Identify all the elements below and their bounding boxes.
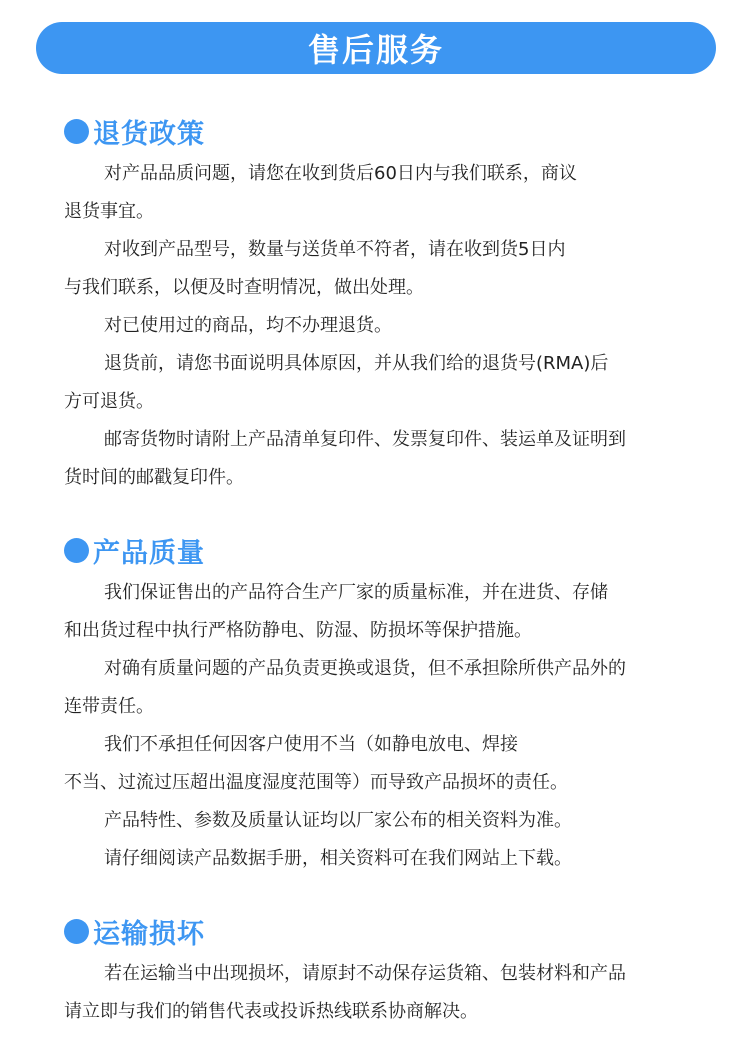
bullet-dot-icon [64,538,89,563]
bullet-dot-icon [64,919,89,944]
body-line: 不当、过流过压超出温度湿度范围等）而导致产品损坏的责任。 [64,772,568,793]
body-line: 请仔细阅读产品数据手册，相关资料可在我们网站上下载。 [104,848,572,869]
bullet-dot-icon [64,119,89,144]
body-line: 连带责任。 [64,696,154,717]
body-line: 退货事宜。 [64,201,154,222]
section-shipping-damage [64,911,704,1031]
body-line: 对确有质量问题的产品负责更换或退货，但不承担除所供产品外的 [104,658,626,679]
section-body [64,155,704,497]
section-heading [64,911,704,951]
body-line: 若在运输当中出现损坏，请原封不动保存运货箱、包装材料和产品 [104,963,626,984]
page-title: 售后服务 [307,31,444,69]
section-heading-text: 退货政策 [93,118,205,150]
section-return-policy [64,111,704,497]
section-heading [64,111,704,151]
section-heading-text: 产品质量 [93,537,205,569]
body-line: 请立即与我们的销售代表或投诉热线联系协商解决。 [64,1001,478,1022]
section-product-quality [64,530,704,878]
body-line: 与我们联系，以便及时查明情况，做出处理。 [64,277,424,298]
body-line: 对收到产品型号，数量与送货单不符者，请在收到货5日内 [104,239,566,260]
page-title-banner [36,22,716,74]
section-heading-text: 运输损坏 [93,918,205,950]
body-line: 和出货过程中执行严格防静电、防湿、防损坏等保护措施。 [64,620,532,641]
body-line: 方可退货。 [64,391,154,412]
body-line: 产品特性、参数及质量认证均以厂家公布的相关资料为准。 [104,810,572,831]
body-line: 对产品品质问题，请您在收到货后60日内与我们联系，商议 [104,163,577,184]
body-line: 邮寄货物时请附上产品清单复印件、发票复印件、装运单及证明到 [104,429,626,450]
body-line: 退货前，请您书面说明具体原因，并从我们给的退货号(RMA)后 [104,353,609,374]
body-line: 对已使用过的商品，均不办理退货。 [104,315,392,336]
body-line: 我们不承担任何因客户使用不当（如静电放电、焊接 [104,734,518,755]
section-body [64,955,704,1031]
body-line: 我们保证售出的产品符合生产厂家的质量标准，并在进货、存储 [104,582,608,603]
body-line: 货时间的邮戳复印件。 [64,467,244,488]
section-body [64,574,704,878]
section-heading [64,530,704,570]
